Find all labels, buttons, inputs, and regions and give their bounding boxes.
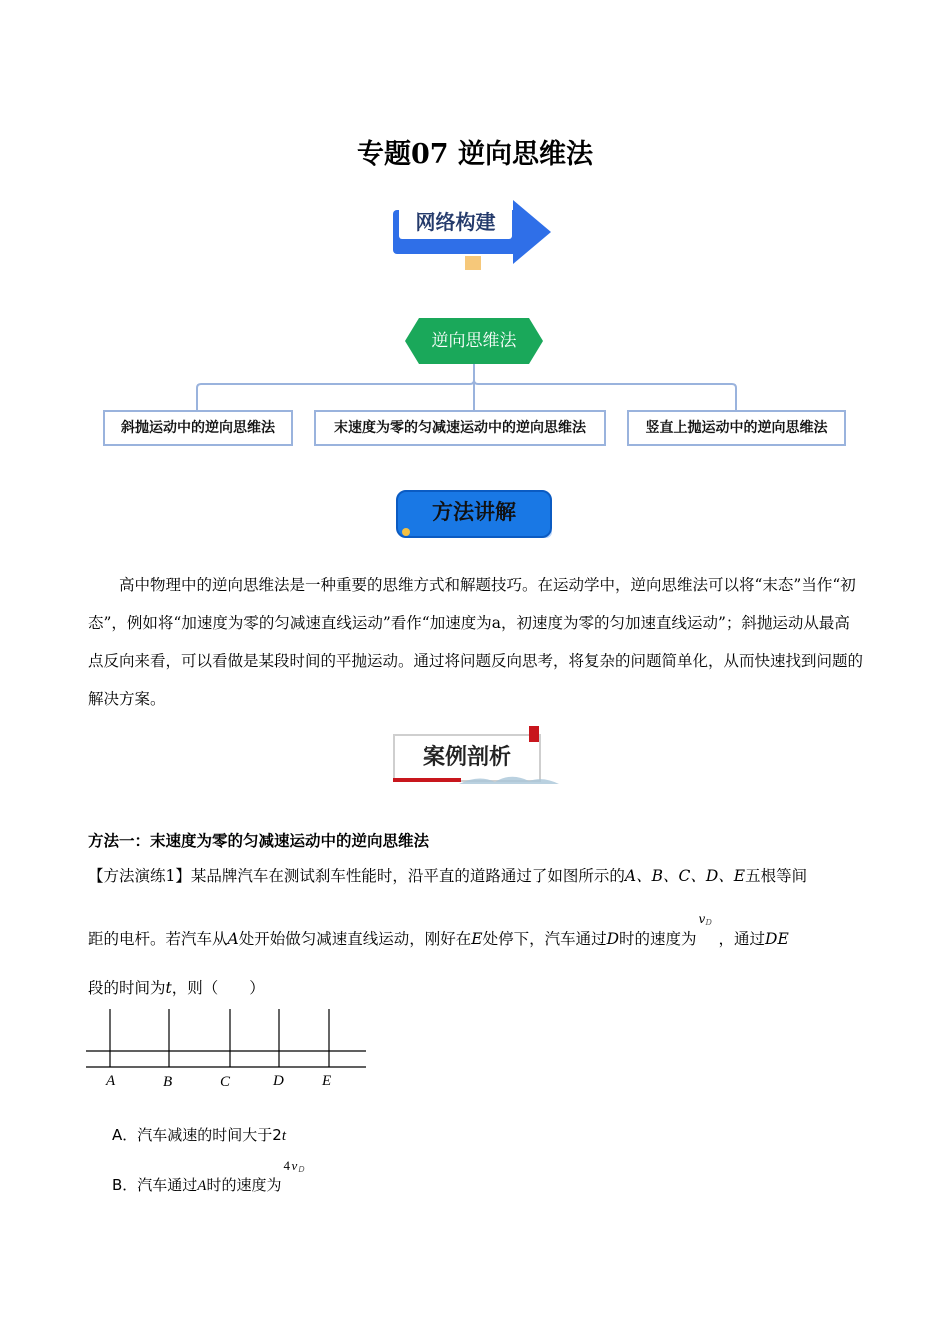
hills-icon <box>459 772 559 786</box>
intro-paragraph: 高中物理中的逆向思维法是一种重要的思维方式和解题技巧。在运动学中，逆向思维法可以将“末态”当作“初态”，例如将“加速度为零的匀减速直线运动”看作“加速度为a，初速度为零的匀加速直线运动”；斜抛运动从最高点反向来看，可以看做是某段时间的平抛运动。通过将问题反向思考，将复杂的问题简单化，从而快速找到问题的解决方案。 <box>88 576 864 708</box>
option-b[interactable]: B．汽车通过A时的速度为 4 v D <box>112 1158 305 1194</box>
mindmap-center-label: 逆向思维法 <box>431 331 517 351</box>
option-a[interactable]: A．汽车减速的时间大于2t <box>112 1126 286 1144</box>
problem-line-1: 【方法演练1】某品牌汽车在测试刹车性能时，沿平直的道路通过了如图所示的A、B、C、D、E五根等间 <box>88 867 808 885</box>
problem-line-3: 段的时间为t，则（ ） <box>88 979 265 997</box>
case-banner <box>393 726 568 786</box>
pole-label-b: B <box>163 1074 173 1090</box>
method-banner-label: 方法讲解 <box>432 500 516 524</box>
pole-label-c: C <box>220 1074 231 1090</box>
pole-label-e: E <box>322 1073 332 1089</box>
pole-diagram <box>86 1007 368 1091</box>
mindmap-center-node <box>405 318 543 364</box>
mindmap-leaf-vertical: 竖直上抛运动中的逆向思维法 <box>627 410 846 446</box>
pole-label-a: A <box>106 1073 116 1089</box>
case-banner-label: 案例剖析 <box>422 745 511 770</box>
mindmap-leaf-decel: 末速度为零的匀减速运动中的逆向思维法 <box>314 410 606 446</box>
network-banner-label: 网络构建 <box>415 210 496 234</box>
mindmap-leaf-oblique: 斜抛运动中的逆向思维法 <box>103 410 293 446</box>
method1-heading: 方法一：末速度为零的匀减速运动中的逆向思维法 <box>88 832 430 850</box>
method-banner <box>396 490 554 540</box>
problem-line-2: 距的电杆。若汽车从A处开始做匀减速直线运动，刚好在E处停下，汽车通过D时的速度为 v D ，通过DE <box>88 912 789 948</box>
page-title: 专题07 逆向思维法 <box>357 139 593 170</box>
pole-label-d: D <box>273 1073 284 1089</box>
